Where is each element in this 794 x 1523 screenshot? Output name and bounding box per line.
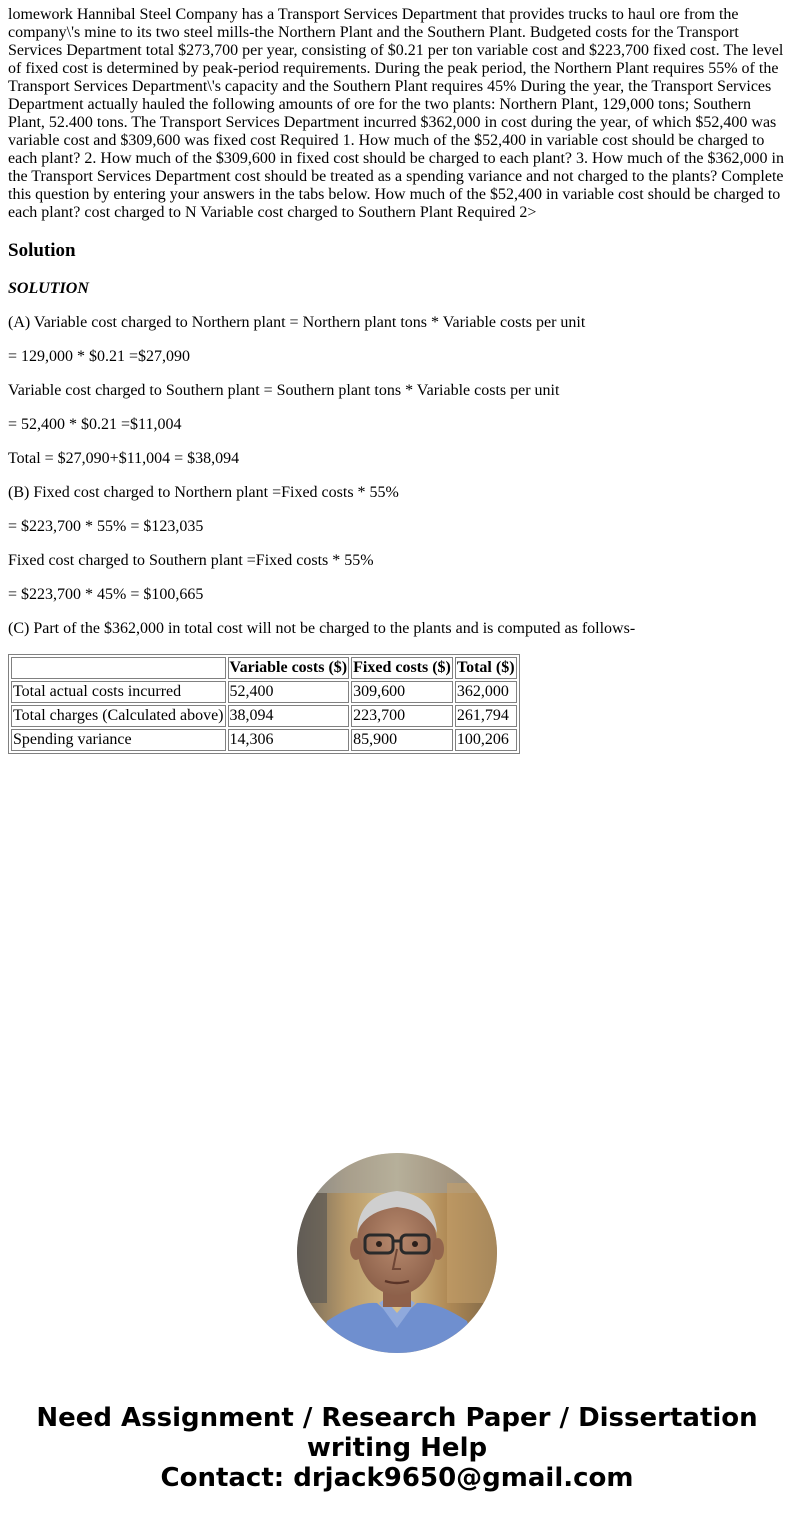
footer-line-2: writing Help xyxy=(306,1433,488,1463)
solution-line-southern-variable: Variable cost charged to Southern plant = Southern plant tons * Variable costs per unit xyxy=(8,382,560,399)
solution-heading: Solution xyxy=(8,240,76,261)
question-text: lomework Hannibal Steel Company has a Transport Services Department that provides trucks to haul ore from the company\'s mine to its two steel mills-the Northern Plant and the Southern Plant. Budgeted costs for the Transport Services Department total $273,700 per year, consisting of $0.21 per ton variable cost and $223,700 fixed cost. The level of fixed cost is determined by peak-period requirements. During the peak period, the Northern Plant requires 55% of the Transport Services Department\'s capacity and the Southern Plant requires 45% During the year, the Transport Services Department actually hauled the following amounts of ore for the two plants: Northern Plant, 129,000 tons; Southern Plant, 52.400 tons. The Transport Services Department incurred $362,000 in cost during the year, of which $52,400 was variable cost and $309,600 was fixed cost Required 1. How much of the $52,400 in variable cost should be charged to each plant? 2. How much of the $309,600 in fixed cost should be charged to each plant? 3. How much of the $362,000 in the Transport Services Department cost should be treated as a spending variance and not charged to the plants? Complete this question by entering your answers in the tabs below. How much of the $52,400 in variable cost should be charged to each plant? cost charged to N Variable cost charged to Southern Plant Required 2> xyxy=(8,6,784,221)
table-cell: 52,400 xyxy=(228,681,350,703)
solution-line-southern-fixed: Fixed cost charged to Southern plant =Fixed costs * 55% xyxy=(8,552,374,569)
table-cell: 38,094 xyxy=(228,705,350,727)
table-cell: Total charges (Calculated above) xyxy=(11,705,226,727)
solution-line-southern-fixed-calc: = $223,700 * 45% = $100,665 xyxy=(8,586,204,603)
solution-line-southern-variable-calc: = 52,400 * $0.21 =$11,004 xyxy=(8,416,182,433)
solution-line-a: (A) Variable cost charged to Northern plant = Northern plant tons * Variable costs per unit xyxy=(8,314,586,331)
table-header-cell: Variable costs ($) xyxy=(228,657,350,679)
table-header-row xyxy=(11,657,517,679)
table-cell: 309,600 xyxy=(351,681,453,703)
spending-variance-table xyxy=(8,654,520,754)
table-header-cell: Fixed costs ($) xyxy=(351,657,453,679)
table-cell: 14,306 xyxy=(228,729,350,751)
table-cell: 85,900 xyxy=(351,729,453,751)
contact-footer xyxy=(0,1403,794,1493)
solution-line-total-variable: Total = $27,090+$11,004 = $38,094 xyxy=(8,450,240,467)
footer-contact-line: Contact: drjack9650@gmail.com xyxy=(160,1463,634,1493)
table-cell: 261,794 xyxy=(455,705,517,727)
table-cell: 223,700 xyxy=(351,705,453,727)
table-row xyxy=(11,705,517,727)
author-avatar xyxy=(297,1153,497,1353)
document-body xyxy=(8,6,786,754)
footer-line-1: Need Assignment / Research Paper / Dissertation xyxy=(36,1403,758,1433)
table-row xyxy=(11,681,517,703)
table-cell: Total actual costs incurred xyxy=(11,681,226,703)
table-cell: 100,206 xyxy=(455,729,517,751)
solution-line-a-calc: = 129,000 * $0.21 =$27,090 xyxy=(8,348,191,365)
table-cell: 362,000 xyxy=(455,681,517,703)
solution-label: SOLUTION xyxy=(8,280,89,297)
solution-line-c: (C) Part of the $362,000 in total cost will not be charged to the plants and is computed as follows- xyxy=(8,620,636,637)
table-header-cell xyxy=(11,657,226,679)
table-cell: Spending variance xyxy=(11,729,226,751)
table-row xyxy=(11,729,517,751)
solution-line-b: (B) Fixed cost charged to Northern plant =Fixed costs * 55% xyxy=(8,484,399,501)
solution-line-b-calc: = $223,700 * 55% = $123,035 xyxy=(8,518,204,535)
author-photo xyxy=(297,1153,497,1353)
table-header-cell: Total ($) xyxy=(455,657,517,679)
